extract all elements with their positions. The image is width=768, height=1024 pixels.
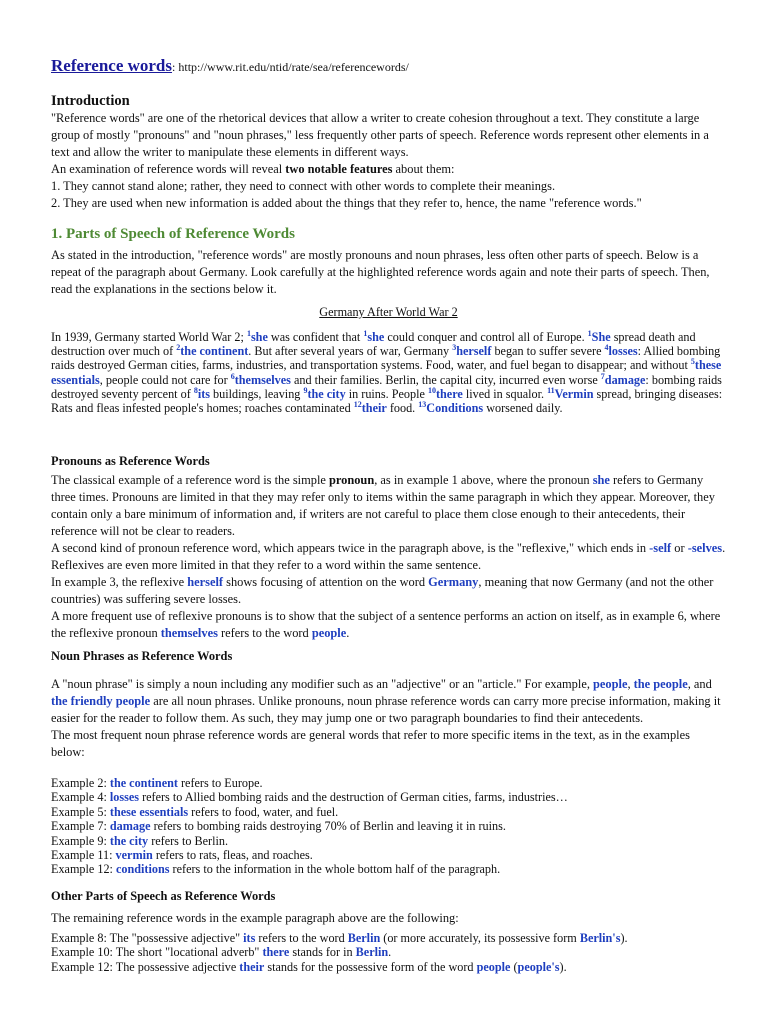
- pronouns-heading: Pronouns as Reference Words: [51, 454, 210, 468]
- title-link[interactable]: Reference words: [51, 56, 173, 75]
- pronouns-body: [51, 472, 726, 642]
- list-item: Example 10: The short "locational adverb" there stands for in Berlin.: [51, 945, 392, 960]
- other-parts-intro: The remaining reference words in the example paragraph above are the following:: [51, 911, 459, 925]
- germany-paragraph: In 1939, Germany started World War 2; $^1$she was confident that $^1$she could conquer and control all of Europe. $^1$She spread death and destruction over much of $^2$the continent. But after several years of war, Germany $^3$herself began to suffer severe $^4$losses: Allied bombing raids destroyed German cities, farms, industries, and transportation systems. Food, water, and fuel began to disappear; and without $^5$these essentials, people could not care for $^6$themselves and their families. Berlin, the capital city, incurred even worse $^7$damage: bombing raids destroyed seventy percent of $^8$its buildings, leaving $^9$the city in ruins. People $^{10}$there lived in squalor. $^{11}$Vermin spread, bringing diseases: Rats and fleas infested people's homes; roaches contaminated $^{12}$their food. $^{13}$Conditions worsened daily.: [51, 328, 723, 416]
- noun-phrases-heading: Noun Phrases as Reference Words: [51, 649, 233, 663]
- ref-word: the continent: [180, 344, 249, 359]
- feature-item-2: 2. They are used when new information is added about the things that they refer to, hence, the name "reference words.": [51, 196, 642, 210]
- list-item: Example 7: damage refers to bombing raids destroying 70% of Berlin and leaving it in ruins.: [51, 819, 506, 834]
- pronouns-paragraph-3: In example 3, the reflexive herself shows focusing of attention on the word Germany, meaning that now Germany (and not the other countries) was suffering severe losses.: [51, 575, 714, 606]
- list-item: Example 9: the city refers to Berlin.: [51, 833, 229, 848]
- ref-word: themselves: [234, 372, 291, 387]
- ref-word: she: [367, 330, 385, 344]
- list-item: Example 12: The possessive adjective their stands for the possessive form of the word people (people's).: [51, 959, 567, 974]
- intro-features-line: An examination of reference words will reveal two notable features about them:: [51, 162, 455, 176]
- ref-word: their: [361, 401, 387, 416]
- ref-word: She: [591, 330, 611, 344]
- features-emphasis: two notable features: [285, 162, 393, 176]
- list-item: Example 8: The "possessive adjective" its refers to the word Berlin (or more accurately, its possessive form Berlin's).: [51, 931, 628, 945]
- list-item: Example 4: losses refers to Allied bombing raids and the destruction of German cities, farms, industries…: [51, 790, 568, 805]
- other-examples-list: [51, 931, 726, 974]
- noun-phrases-paragraph-2: The most frequent noun phrase reference words are general words that refer to more specific items in the text, as in the examples below:: [51, 728, 690, 759]
- noun-phrases-paragraph-1: A "noun phrase" is simply a noun including any modifier such as an "adjective" or an "article." For example, people, the people, and the friendly people are all noun phrases. Unlike pronouns, noun phrase reference words can carry more precise information, making it easier for the reader to follow them. As such, they may jump one or two paragraph boundaries to find their antecedents.: [51, 677, 721, 725]
- list-item: Example 12: conditions refers to the information in the whole bottom half of the paragraph.: [51, 862, 501, 877]
- ref-word: damage: [604, 372, 646, 387]
- intro-body: [51, 110, 726, 212]
- intro-paragraph: "Reference words" are one of the rhetorical devices that allow a writer to create cohesion throughout a text. They constitute a large group of mostly "pronouns" and "noun phrases," less frequently other parts of speech. Reference words represent other elements in a text and allow the writer to manipulate these elements in different ways.: [51, 111, 709, 159]
- source-url: http://www.rit.edu/ntid/rate/sea/referencewords/: [178, 60, 409, 74]
- section1-heading: 1. Parts of Speech of Reference Words: [51, 226, 295, 242]
- ref-word: she: [250, 330, 268, 344]
- pronouns-paragraph-4: A more frequent use of reflexive pronouns is to show that the subject of a sentence performs an action on itself, as in example 6, where the reflexive pronoun themselves refers to the word people.: [51, 609, 721, 640]
- ref-word: losses: [608, 344, 638, 359]
- other-parts-heading: Other Parts of Speech as Reference Words: [51, 889, 276, 903]
- ref-word: the city: [307, 386, 346, 401]
- document-header: [51, 56, 726, 76]
- ref-word: Conditions: [426, 401, 484, 416]
- ref-word: there: [435, 386, 463, 401]
- list-item: Example 2: the continent refers to Europe.: [51, 776, 263, 790]
- ref-word: these essentials: [51, 358, 722, 387]
- germany-title: Germany After World War 2: [319, 305, 458, 319]
- intro-heading: Introduction: [51, 93, 130, 109]
- pronouns-paragraph-2: A second kind of pronoun reference word, which appears twice in the paragraph above, is the "reflexive," which ends in -self or -selves. Reflexives are even more limited in that they refer to a word within the same sentence.: [51, 541, 726, 572]
- pronouns-paragraph-1: The classical example of a reference word is the simple pronoun, as in example 1 above, where the pronoun she refers to Germany three times. Pronouns are limited in that they may refer only to items within the same paragraph in which they appear. Moreover, they contain only a bare minimum of information and, if writers are not careful to place them close enough to their antecedents, their reference will not be clear to readers.: [51, 473, 715, 538]
- ref-word: herself: [456, 344, 492, 359]
- ref-word: its: [197, 386, 210, 401]
- ref-word: Vermin: [554, 386, 594, 401]
- noun-examples-list: [51, 776, 726, 877]
- list-item: Example 11: vermin refers to rats, fleas, and roaches.: [51, 848, 313, 863]
- list-item: Example 5: these essentials refers to food, water, and fuel.: [51, 804, 339, 819]
- noun-phrases-body: [51, 676, 726, 761]
- feature-item-1: 1. They cannot stand alone; rather, they need to connect with other words to complete their meanings.: [51, 179, 556, 193]
- header-separator: :: [172, 60, 176, 74]
- section1-paragraph: As stated in the introduction, "reference words" are mostly pronouns and noun phrases, less often other parts of speech. Below is a repeat of the paragraph about Germany. Look carefully at the highlighted reference words again and note their parts of speech. Then, read the explanations in the sections below it.: [51, 248, 710, 296]
